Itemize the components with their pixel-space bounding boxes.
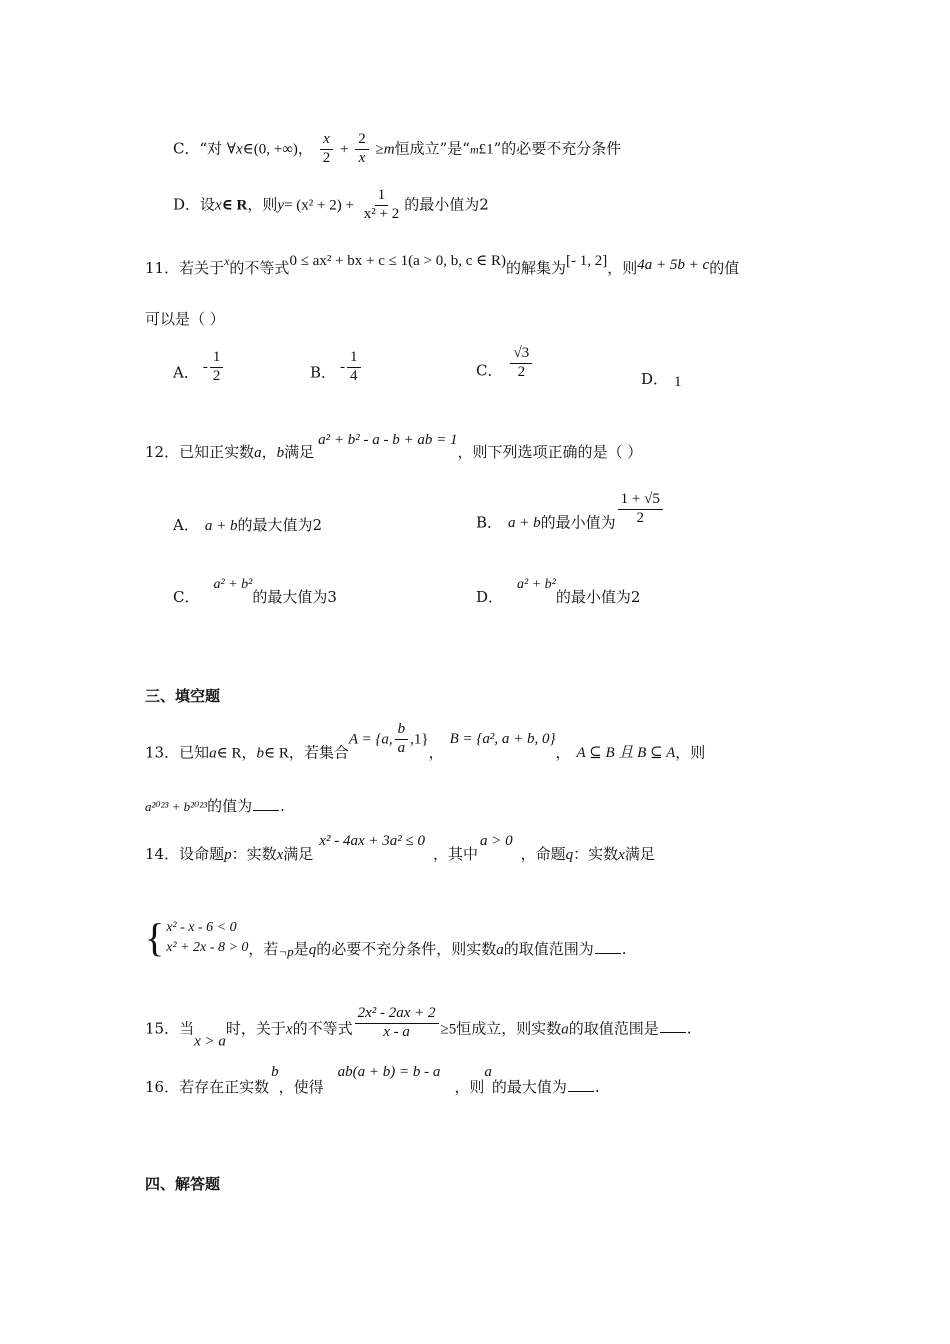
q11-option-c: C． $\frac{√3}{2}$ (476, 346, 534, 381)
q13-stem: 13．已知a∈ R，b∈ R，若集合A = {a, $\frac{b}{a}$ ,1}，B = {a², a + b, 0}， A ⊆ B 且 B ⊆ A，则 (145, 721, 706, 762)
answer-blank-13[interactable] (253, 798, 279, 811)
q10-option-c: C．“对 ∀x∈(0, +∞)， $\frac{x}{2}$ + $\frac{2}{x}$ ≥m恒成立”是“m£1”的必要不充分条件 (173, 131, 622, 166)
answer-blank-16[interactable] (568, 1079, 594, 1092)
q15-stem: 15．当x > a时，关于x的不等式 $\frac{\text{2x² - 2ax + 2}}{x - a}$ ≥5恒成立，则实数a的取值范围是 . (145, 1005, 692, 1050)
q12-option-d: D．a² + b²的最小值为2 (476, 577, 641, 606)
q13-line2: a²⁰²³ + b²⁰²³的值为 . (145, 797, 285, 815)
inequality-system: { x² - x - 6 < 0 x² + 2x - 8 > 0 (145, 915, 249, 960)
answer-blank-15[interactable] (660, 1020, 686, 1033)
fraction-b-over-a: $\frac{b}{a}$ (395, 722, 409, 757)
fraction-x-over-2: $\frac{x}{2}$ (320, 132, 334, 167)
fraction-1-plus-sqrt5-over-2: $\frac{1 + √5}{2}$ (618, 492, 663, 527)
q12-option-a: A． a + b的最大值为2 (173, 516, 323, 534)
q12-option-b: B． a + b的最小值为 $\frac{1 + √5}{2}$ (476, 492, 665, 531)
q12-option-c: C．a² + b²的最大值为3 (173, 577, 337, 606)
section-heading-fill-in: 三、填空题 (145, 687, 221, 705)
fraction-1-over-2: $\frac{1}{2}$ (210, 350, 224, 385)
q11-option-d: D． 1 (641, 370, 682, 390)
fraction-2-over-x: $\frac{2}{x}$ (355, 132, 369, 167)
q12-stem: 12．已知正实数a，b满足a² + b² - a - b + ab = 1，则下列选项正确的是（ ） (145, 432, 643, 461)
q11-stem-line2: 可以是（ ） (145, 310, 225, 328)
fraction-inequality-15: $\frac{\text{2x² - 2ax + 2}}{x - a}$ (355, 1006, 439, 1041)
q11-option-a: A． - $\frac{1}{2}$ (173, 350, 225, 385)
q16-stem: 16．若存在正实数b，使得ab(a + b) = b - a，则a的最大值为 . (145, 1064, 600, 1096)
q14-stem: 14．设命题p：实数x满足x² - 4ax + 3a² ≤ 0，其中a > 0，命题q：实数x满足 (145, 833, 655, 863)
q14-line2: { x² - x - 6 < 0 x² + 2x - 8 > 0 ，若¬p是q的必要不充分条件，则实数a的取值范围为 . (145, 915, 627, 960)
q10-option-d: D．设x∈ R，则y= (x² + 2) + $\frac{1}{\text{x² + 2}}$ 的最小值为2 (173, 187, 489, 222)
fraction-1-over-x2-plus-2: $\frac{1}{\text{x² + 2}}$ (363, 187, 400, 222)
fraction-sqrt3-over-2: $\frac{√3}{2}$ (510, 346, 532, 381)
section-heading-answer: 四、解答题 (145, 1175, 221, 1193)
answer-blank-14[interactable] (595, 941, 621, 954)
q11-option-b: B． - $\frac{1}{4}$ (310, 350, 363, 385)
fraction-1-over-4: $\frac{1}{4}$ (347, 350, 361, 385)
q11-stem: 11．若关于$^x$的不等式0 ≤ ax² + bx + c ≤ 1(a > 0, b, c ∈ R)的解集为[- 1, 2]，则4a + 5b + c的值 (145, 253, 740, 277)
